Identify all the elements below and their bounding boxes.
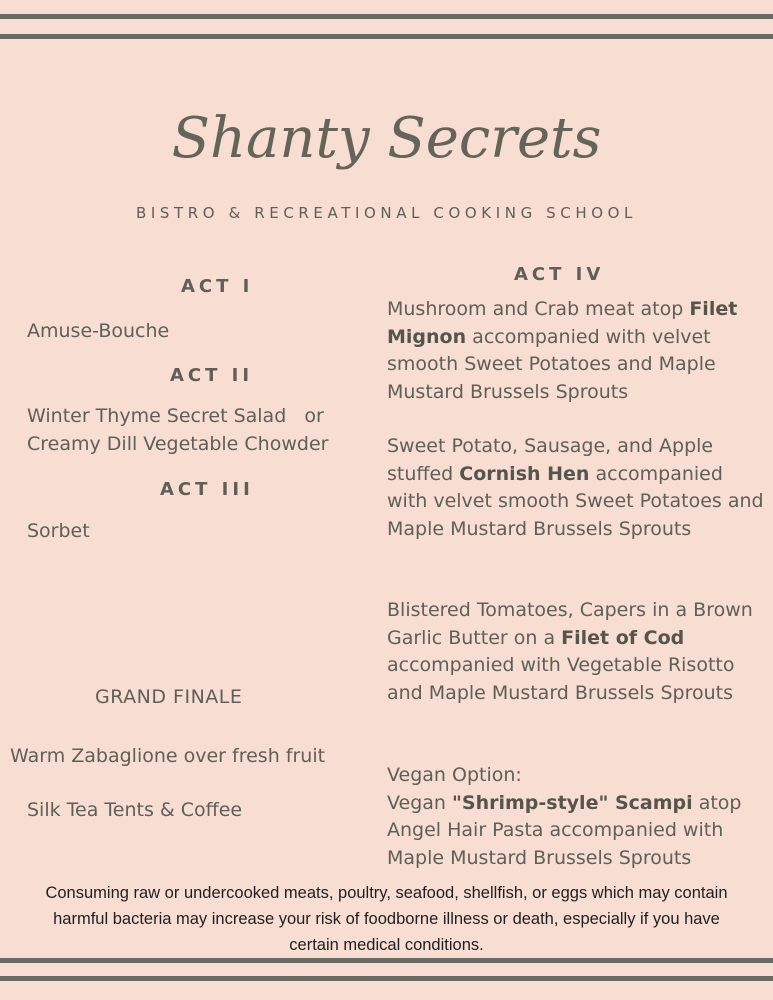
entree-filet-of-cod xyxy=(387,597,767,707)
top-stripe-1 xyxy=(0,14,773,19)
entree-text: Mushroom and Crab meat atop xyxy=(387,298,690,320)
act2-heading: ACT II xyxy=(170,365,254,386)
act4-heading: ACT IV xyxy=(514,264,605,285)
menu-subtitle: BISTRO & RECREATIONAL COOKING SCHOOL xyxy=(135,204,638,222)
entree-vegan-scampi xyxy=(387,762,767,872)
entree-name: Filet Mignon xyxy=(387,298,738,348)
bottom-stripe-2 xyxy=(0,976,773,981)
act3-heading: ACT III xyxy=(160,479,254,500)
act2-item-2: Creamy Dill Vegetable Chowder xyxy=(27,433,329,455)
finale-item-2: Silk Tea Tents & Coffee xyxy=(27,799,243,821)
entree-text: accompanied with velvet smooth Sweet Potatoes and Maple Mustard Brussels Sprouts xyxy=(387,325,716,403)
finale-heading: GRAND FINALE xyxy=(95,686,243,708)
bottom-stripe-1 xyxy=(0,958,773,963)
act3-item-1: Sorbet xyxy=(27,520,90,542)
entree-text: Blistered Tomatoes, Capers in a Brown Garlic Butter on a xyxy=(387,599,753,649)
act1-item-1: Amuse-Bouche xyxy=(27,320,170,342)
entree-text: accompanied with velvet smooth Sweet Potatoes and Maple Mustard Brussels Sprouts xyxy=(387,462,764,540)
act1-heading: ACT I xyxy=(181,276,254,297)
entree-text: Sweet Potato, Sausage, and Apple stuffed xyxy=(387,435,714,485)
menu-title: Shanty Secrets xyxy=(171,106,602,171)
entree-text: Vegan xyxy=(387,791,452,814)
top-stripe-2 xyxy=(0,34,773,39)
entree-text: atop Angel Hair Pasta accompanied with Maple Mustard Brussels Sprouts xyxy=(387,791,742,869)
entree-cornish-hen xyxy=(387,433,767,543)
finale-item-1: Warm Zabaglione over fresh fruit xyxy=(10,745,326,767)
food-safety-disclaimer: Consuming raw or undercooked meats, poultry, seafood, shellfish, or eggs which may contain harmful bacteria may increase your risk of foodborne illness or death, especially if you have certain medical conditions. xyxy=(45,884,728,954)
entree-name: "Shrimp-style" Scampi xyxy=(452,791,693,814)
entree-name: Filet of Cod xyxy=(561,626,685,649)
entree-name: Cornish Hen xyxy=(459,462,590,485)
vegan-option-label: Vegan Option: xyxy=(387,764,522,786)
entree-text: accompanied with Vegetable Risotto and Maple Mustard Brussels Sprouts xyxy=(387,654,735,704)
act2-item-1: Winter Thyme Secret Salad or xyxy=(27,405,324,427)
entree-filet-mignon xyxy=(387,296,767,406)
